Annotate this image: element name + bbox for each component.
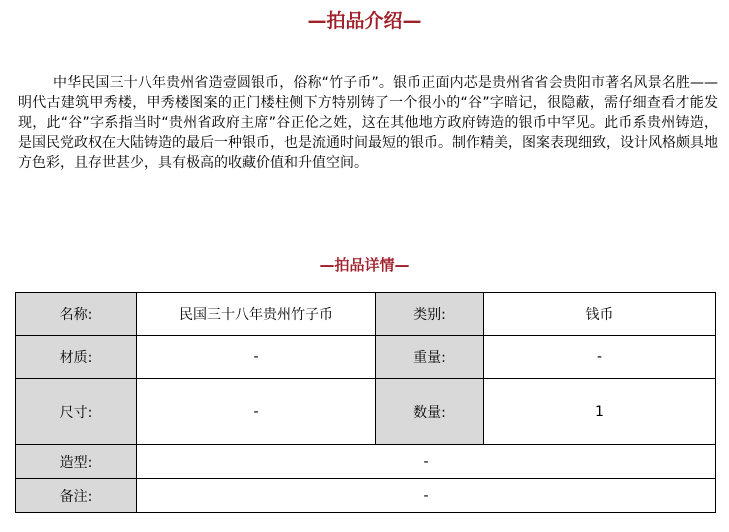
remarks-value: - [137,479,716,513]
table-row [16,445,716,479]
table-row [16,293,716,336]
size-value: - [137,379,376,445]
quantity-value: 1 [484,379,716,445]
material-label: 材质: [16,336,137,379]
weight-label: 重量: [376,336,484,379]
table-row [16,379,716,445]
shape-label: 造型: [16,445,137,479]
table-row [16,336,716,379]
table-row [16,479,716,513]
category-label: 类别: [376,293,484,336]
quantity-label: 数量: [376,379,484,445]
intro-title: —拍品介绍— [307,10,422,32]
material-value: - [137,336,376,379]
details-title: —拍品详情— [319,256,410,274]
intro-paragraph: 中华民国三十八年贵州省造壹圆银币，俗称“竹子币”。银币正面内芯是贵州省省会贵阳市著名风景名胜——明代古建筑甲秀楼，甲秀楼图案的正门楼柱侧下方特别铸了一个很小的“谷”字暗记，很隐蔽，需仔细查看才能发现，此“谷”字系指当时“贵州省政府主席”谷正伦之姓，这在其他地方政府铸造的银币中罕见。此币系贵州铸造，是国民党政权在大陆铸造的最后一种银币，也是流通时间最短的银币。制作精美，图案表现细致，设计风格颇具地方色彩，且存世甚少，具有极高的收藏价值和升值空间。 [18,75,718,171]
shape-value: - [137,445,716,479]
remarks-label: 备注: [16,479,137,513]
category-value: 钱币 [484,293,716,336]
size-label: 尺寸: [16,379,137,445]
details-table [15,292,716,513]
weight-value: - [484,336,716,379]
name-value: 民国三十八年贵州竹子币 [137,293,376,336]
name-label: 名称: [16,293,137,336]
